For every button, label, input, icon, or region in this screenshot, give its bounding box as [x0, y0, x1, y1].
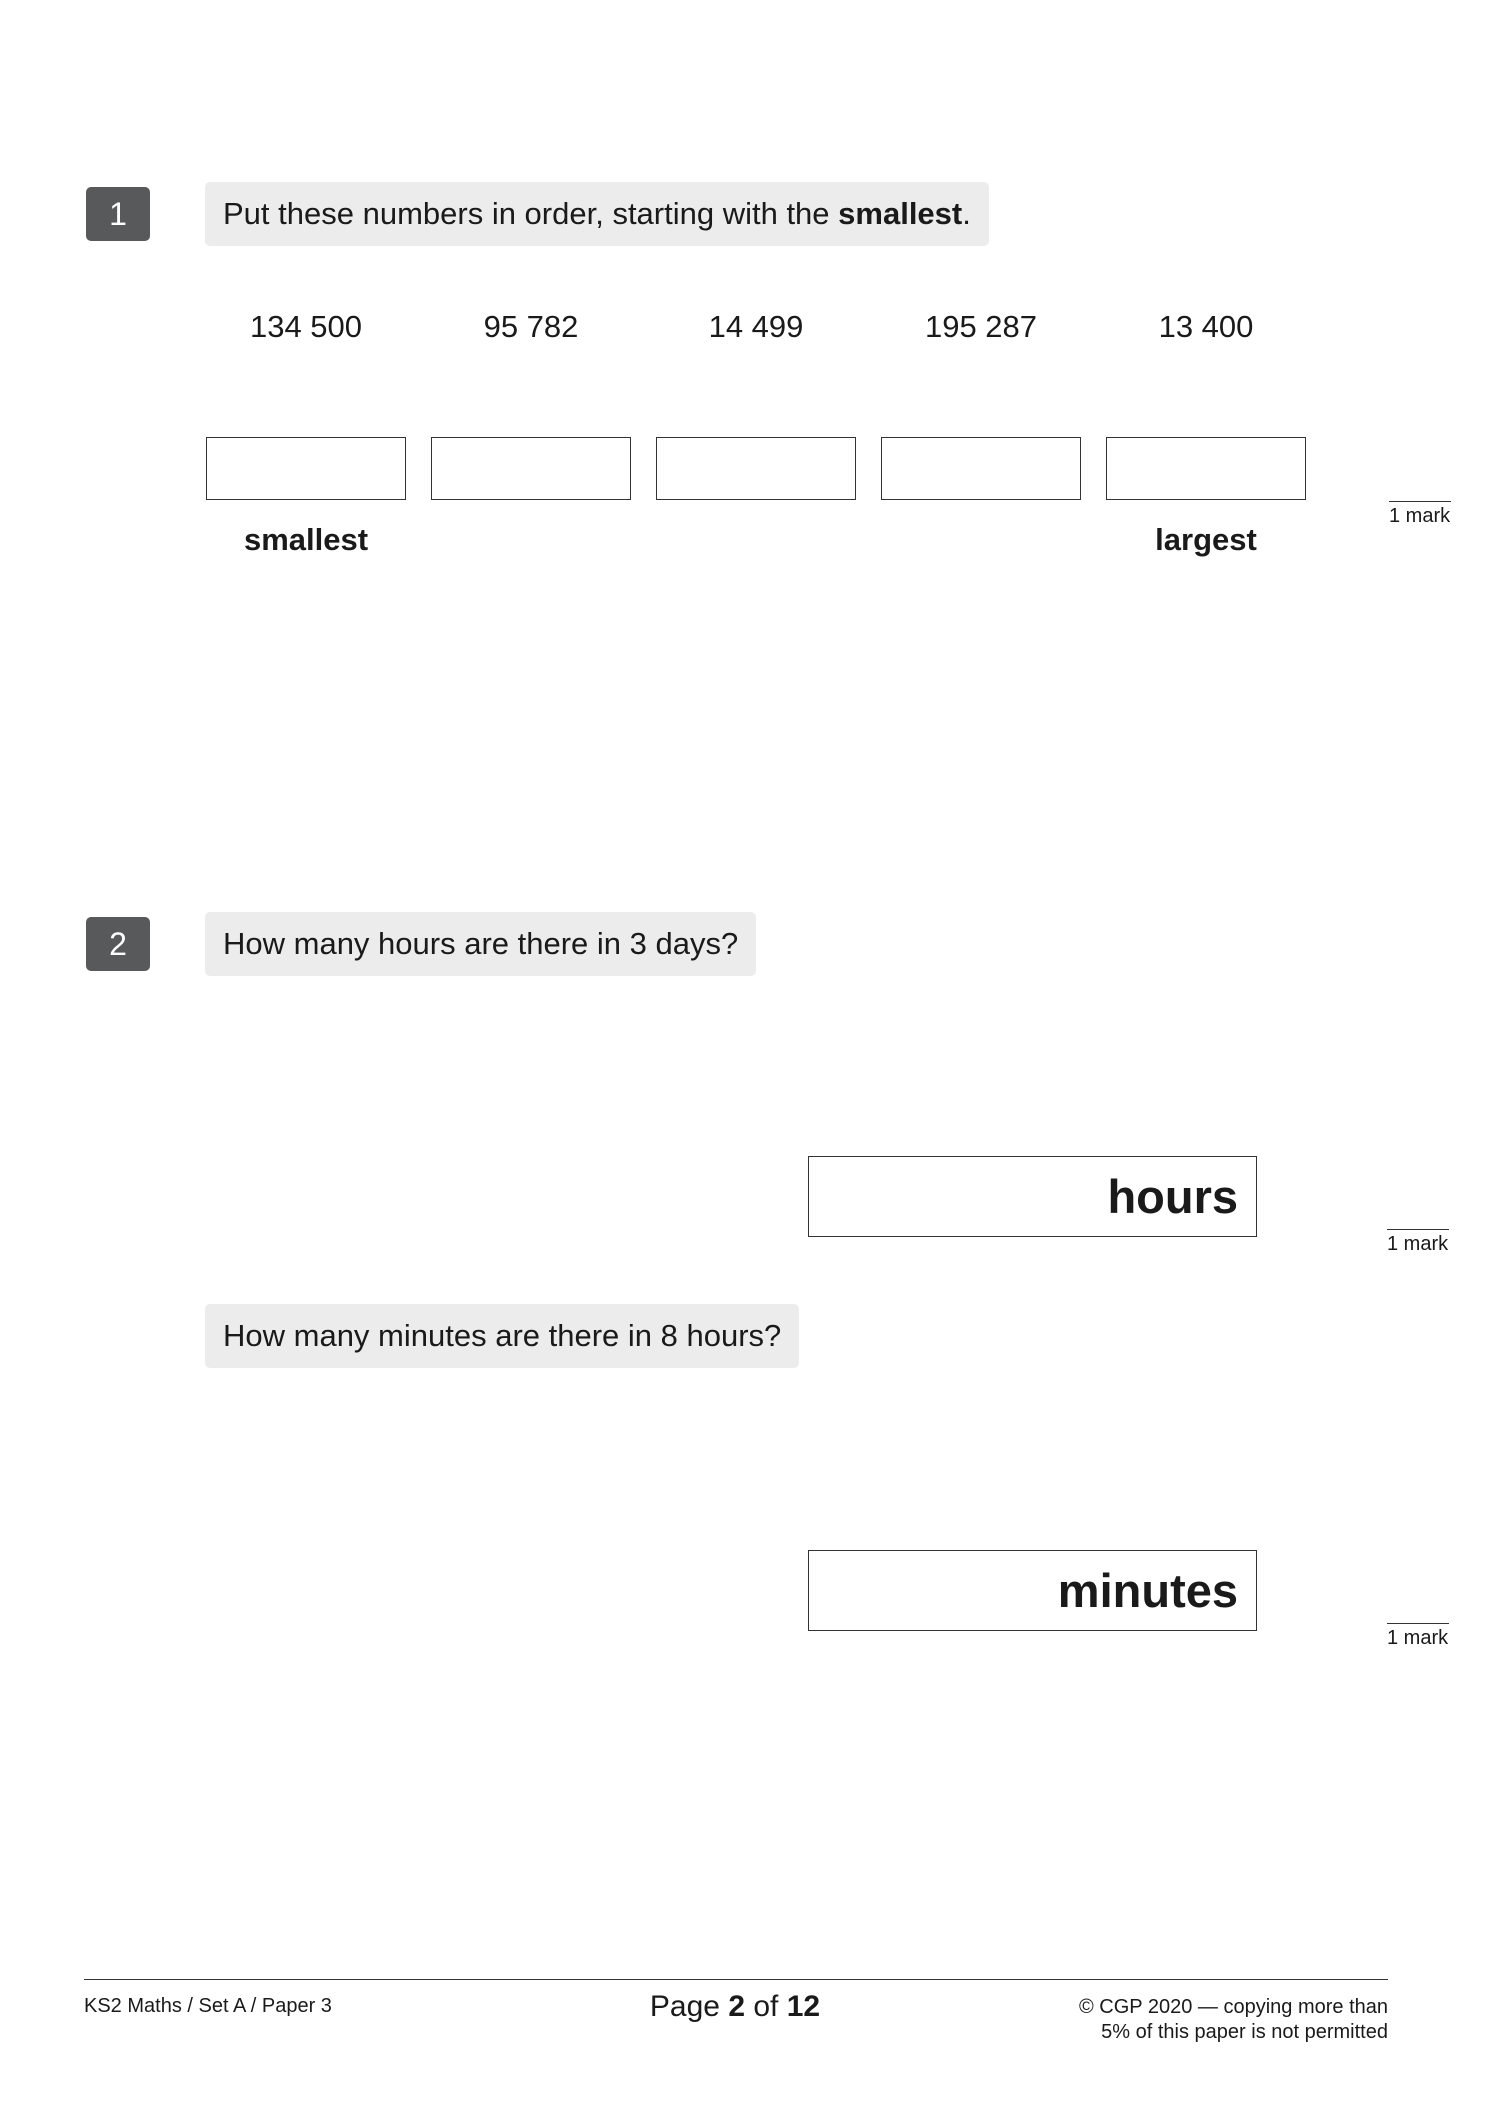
- question-number-1: 1: [86, 187, 150, 241]
- prompt-text: Put these numbers in order, starting with the: [223, 196, 839, 231]
- order-answer-box-5[interactable]: [1106, 437, 1306, 500]
- question-1-prompt: [205, 182, 989, 246]
- order-answer-box-3[interactable]: [656, 437, 856, 500]
- page-total: 12: [786, 1990, 821, 2023]
- copyright-line-2: 5% of this paper is not permitted: [1101, 2021, 1388, 2043]
- footer-divider: [84, 1979, 1388, 1980]
- footer-paper-title: KS2 Maths / Set A / Paper 3: [84, 1995, 332, 2017]
- prompt-bold-text: smallest: [838, 196, 963, 231]
- question-2a-prompt: How many hours are there in 3 days?: [205, 912, 756, 976]
- mark-label: 1 mark: [1389, 505, 1451, 527]
- order-answer-box-4[interactable]: [881, 437, 1081, 500]
- number-2: 95 782: [483, 309, 579, 344]
- hours-answer-box[interactable]: [808, 1156, 1257, 1237]
- footer-page-number: [630, 1990, 840, 2024]
- hours-unit-label: hours: [1107, 1170, 1238, 1223]
- number-3: 14 499: [708, 309, 804, 344]
- largest-label: largest: [1155, 522, 1257, 557]
- smallest-label: smallest: [243, 522, 369, 557]
- minutes-answer-box[interactable]: [808, 1550, 1257, 1631]
- copyright-line-1: © CGP 2020 — copying more than: [1079, 1996, 1388, 2018]
- number-1: 134 500: [249, 309, 363, 344]
- page-current: 2: [728, 1990, 745, 2023]
- mark-label: 1 mark: [1387, 1627, 1449, 1649]
- minutes-unit-label: minutes: [1057, 1564, 1238, 1617]
- prompt-suffix: .: [962, 196, 971, 231]
- question-2b-prompt: How many minutes are there in 8 hours?: [205, 1304, 799, 1368]
- mark-label: 1 mark: [1387, 1233, 1449, 1255]
- mark-line: [1387, 1229, 1449, 1230]
- footer-copyright: [1079, 1995, 1388, 2045]
- number-4: 195 287: [924, 309, 1038, 344]
- question-number-2: 2: [86, 917, 150, 971]
- order-answer-box-1[interactable]: [206, 437, 406, 500]
- order-answer-box-2[interactable]: [431, 437, 631, 500]
- mark-line: [1389, 501, 1451, 502]
- mark-line: [1387, 1623, 1449, 1624]
- number-5: 13 400: [1158, 309, 1254, 344]
- page-of: of: [745, 1990, 787, 2023]
- page-prefix: Page: [649, 1990, 729, 2023]
